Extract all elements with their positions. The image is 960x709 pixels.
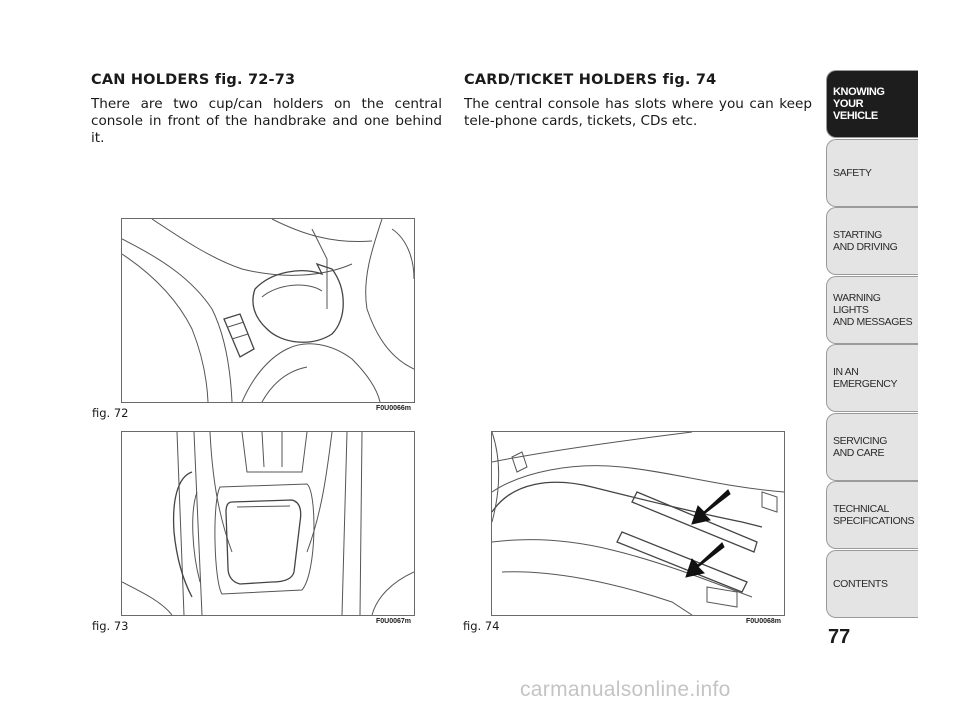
tab-servicing-and-care[interactable]: SERVICING AND CARE bbox=[826, 413, 918, 481]
figure-74-code: F0U0068m bbox=[746, 618, 782, 625]
chapter-tabs bbox=[826, 70, 918, 618]
tab-technical-specifications[interactable]: TECHNICAL SPECIFICATIONS bbox=[826, 481, 918, 549]
watermark: carmanualsonline.info bbox=[520, 678, 731, 701]
figure-72-label: fig. 72 bbox=[92, 406, 129, 420]
figure-74-image bbox=[491, 431, 785, 616]
section-heading-can-holders: CAN HOLDERS fig. 72-73 bbox=[91, 72, 296, 88]
figure-72-code: F0U0066m bbox=[376, 405, 412, 412]
tab-safety[interactable]: SAFETY bbox=[826, 139, 918, 207]
tab-contents[interactable]: CONTENTS bbox=[826, 550, 918, 618]
tab-starting-and-driving[interactable]: STARTING AND DRIVING bbox=[826, 207, 918, 275]
tab-knowing-your-vehicle[interactable]: KNOWING YOUR VEHICLE bbox=[826, 70, 918, 138]
section-heading-card-ticket-holders: CARD/TICKET HOLDERS fig. 74 bbox=[464, 72, 717, 88]
figure-74-label: fig. 74 bbox=[463, 619, 500, 633]
section-text-can-holders: There are two cup/can holders on the central console in front of the handbrake and one behind it. bbox=[91, 96, 442, 146]
section-text-card-ticket-holders: The central console has slots where you can keep tele-phone cards, tickets, CDs etc. bbox=[464, 96, 812, 129]
tab-in-an-emergency[interactable]: IN AN EMERGENCY bbox=[826, 344, 918, 412]
figure-73-image bbox=[121, 431, 415, 616]
tab-warning-lights-and-messages[interactable]: WARNING LIGHTS AND MESSAGES bbox=[826, 276, 918, 344]
page-number: 77 bbox=[828, 626, 851, 648]
figure-73-label: fig. 73 bbox=[92, 619, 129, 633]
figure-73-code: F0U0067m bbox=[376, 618, 412, 625]
figure-72-image bbox=[121, 218, 415, 403]
